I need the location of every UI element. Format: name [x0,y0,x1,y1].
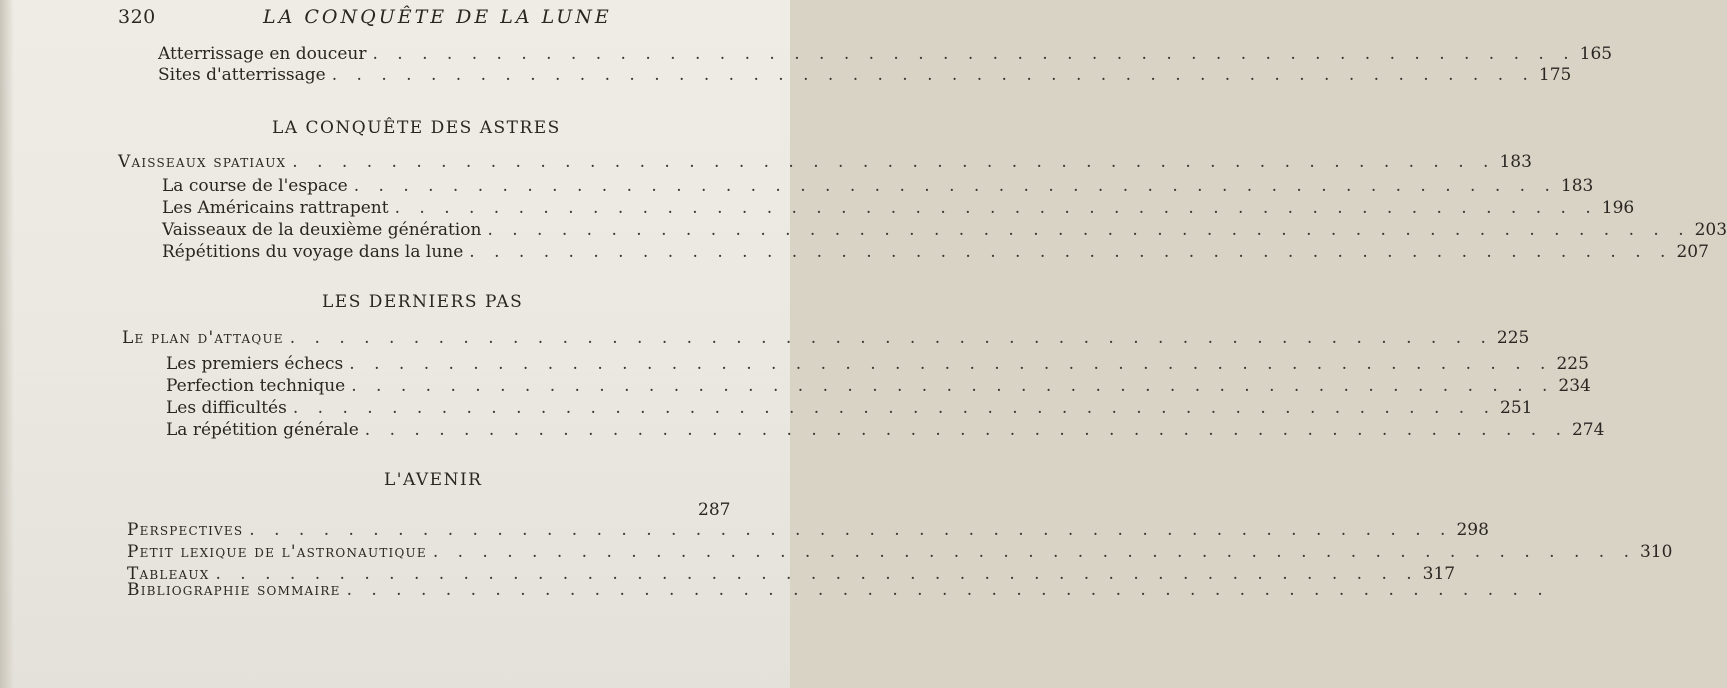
toc-main-page: 183 [1499,152,1532,172]
toc-entry-label: La répétition générale [166,420,359,440]
toc-main-bibliographie [127,580,1550,602]
toc-entry-page: 196 [1601,198,1635,218]
toc-entry-americains [162,198,1635,220]
toc-entry-perfection-technique [166,376,1591,398]
toc-main-vaisseaux-spatiaux [118,152,1532,174]
toc-main-label: Perspectives [127,520,244,540]
toc-entry-page: 165 [1579,44,1613,64]
toc-main-label: Bibliographie sommaire [127,580,341,600]
section-heading-conquete-astres: LA CONQUÊTE DES ASTRES [272,118,561,138]
toc-entry-label: Les difficultés [166,398,287,418]
section-heading-avenir: L'AVENIR [384,470,483,490]
leader-dots: . . . . . . . . . . . . . . . . . . . . . . . . . . . . . . . . . . . . . . . . . . . . . . . . . [249,520,1453,540]
toc-entry-label: Répétitions du voyage dans la lune [162,242,464,262]
toc-entry-label: Perfection technique [166,376,346,396]
page-header [118,4,738,34]
leader-dots: . . . . . . . . . . . . . . . . . . . . . . . . . . . . . . . . . . . . . . . . . . . . . . . . . [469,242,1673,262]
toc-entry-atterrissage-douceur [158,44,1613,66]
toc-main-perspectives [127,520,1489,542]
leader-dots: . . . . . . . . . . . . . . . . . . . . . . . . . . . . . . . . . . . . . . . . . . . . . . . . . [349,354,1553,374]
toc-entry-page: 225 [1556,354,1589,374]
toc-entry-course-espace [162,176,1594,198]
leader-dots: . . . . . . . . . . . . . . . . . . . . . . . . . . . . . . . . . . . . . . . . . . . . . . . . . [215,564,1419,584]
toc-entry-label: Atterrissage en douceur [158,44,367,64]
leader-dots: . . . . . . . . . . . . . . . . . . . . . . . . . . . . . . . . . . . . . . . . . . . . . . . . . [487,220,1691,240]
leader-dots: . . . . . . . . . . . . . . . . . . . . . . . . . . . . . . . . . . . . . . . . . . . . . . . . . [372,44,1576,64]
leader-dots: . . . . . . . . . . . . . . . . . . . . . . . . . . . . . . . . . . . . . . . . . . . . . . . . . [292,398,1497,418]
toc-main-label: Vaisseaux spatiaux [118,152,287,172]
toc-entry-page: 274 [1571,420,1605,440]
toc-entry-deuxieme-generation [162,220,1727,242]
toc-entry-page: 203 [1694,220,1727,240]
section-heading-derniers-pas: LES DERNIERS PAS [322,292,524,312]
toc-entry-difficultes [166,398,1533,420]
toc-main-petit-lexique [127,542,1673,564]
leader-dots: . . . . . . . . . . . . . . . . . . . . . . . . . . . . . . . . . . . . . . . . . . . . . . . . . [394,198,1598,218]
toc-main-page: 298 [1456,520,1489,540]
leader-dots: . . . . . . . . . . . . . . . . . . . . . . . . . . . . . . . . . . . . . . . . . . . . . . . . . [289,328,1493,348]
toc-entry-page: 175 [1538,65,1572,85]
running-title: LA CONQUÊTE DE LA LUNE [263,6,612,28]
toc-entry-premiers-echecs [166,354,1589,376]
toc-main-page: 310 [1639,542,1673,562]
toc-entry-label: La course de l'espace [162,176,348,196]
leader-dots: . . . . . . . . . . . . . . . . . . . . . . . . . . . . . . . . . . . . . . . . . . . . . . . . . [331,65,1535,85]
page-gutter-shadow [0,0,14,688]
toc-main-page: 317 [1422,564,1456,584]
toc-entry-label: Les Américains rattrapent [162,198,389,218]
toc-entry-repetition-generale [166,420,1605,442]
leader-dots: . . . . . . . . . . . . . . . . . . . . . . . . . . . . . . . . . . . . . . . . . . . . . . . . . [351,376,1555,396]
toc-main-page: 225 [1496,328,1530,348]
toc-entry-page: 251 [1500,398,1533,418]
toc-entry-repetitions [162,242,1709,264]
leader-dots: . . . . . . . . . . . . . . . . . . . . . . . . . . . . . . . . . . . . . . . . . . . . . . . . . [432,542,1636,562]
toc-entry-page: 207 [1676,242,1709,262]
leader-dots: . . . . . . . . . . . . . . . . . . . . . . . . . . . . . . . . . . . . . . . . . . . . . . . . . [353,176,1557,196]
leader-dots: . . . . . . . . . . . . . . . . . . . . . . . . . . . . . . . . . . . . . . . . . . . . . . . . . [346,580,1550,600]
toc-main-label: Le plan d'attaque [122,328,284,348]
leader-dots: . . . . . . . . . . . . . . . . . . . . . . . . . . . . . . . . . . . . . . . . . . . . . . . . . [364,420,1568,440]
toc-main-label: Petit lexique de l'astronautique [127,542,427,562]
page-number: 320 [118,6,156,28]
toc-page-avenir: 287 [698,500,731,520]
toc-entry-label: Les premiers échecs [166,354,344,374]
toc-main-label: Tableaux [127,564,210,584]
toc-entry-page: 234 [1558,376,1591,396]
leader-dots: . . . . . . . . . . . . . . . . . . . . . . . . . . . . . . . . . . . . . . . . . . . . . . . . . [292,152,1496,172]
toc-entry-label: Sites d'atterrissage [158,65,326,85]
toc-main-plan-attaque [122,328,1530,350]
toc-entry-label: Vaisseaux de la deuxième génération [162,220,482,240]
toc-entry-sites-atterrissage [158,65,1572,87]
toc-entry-page: 183 [1560,176,1594,196]
